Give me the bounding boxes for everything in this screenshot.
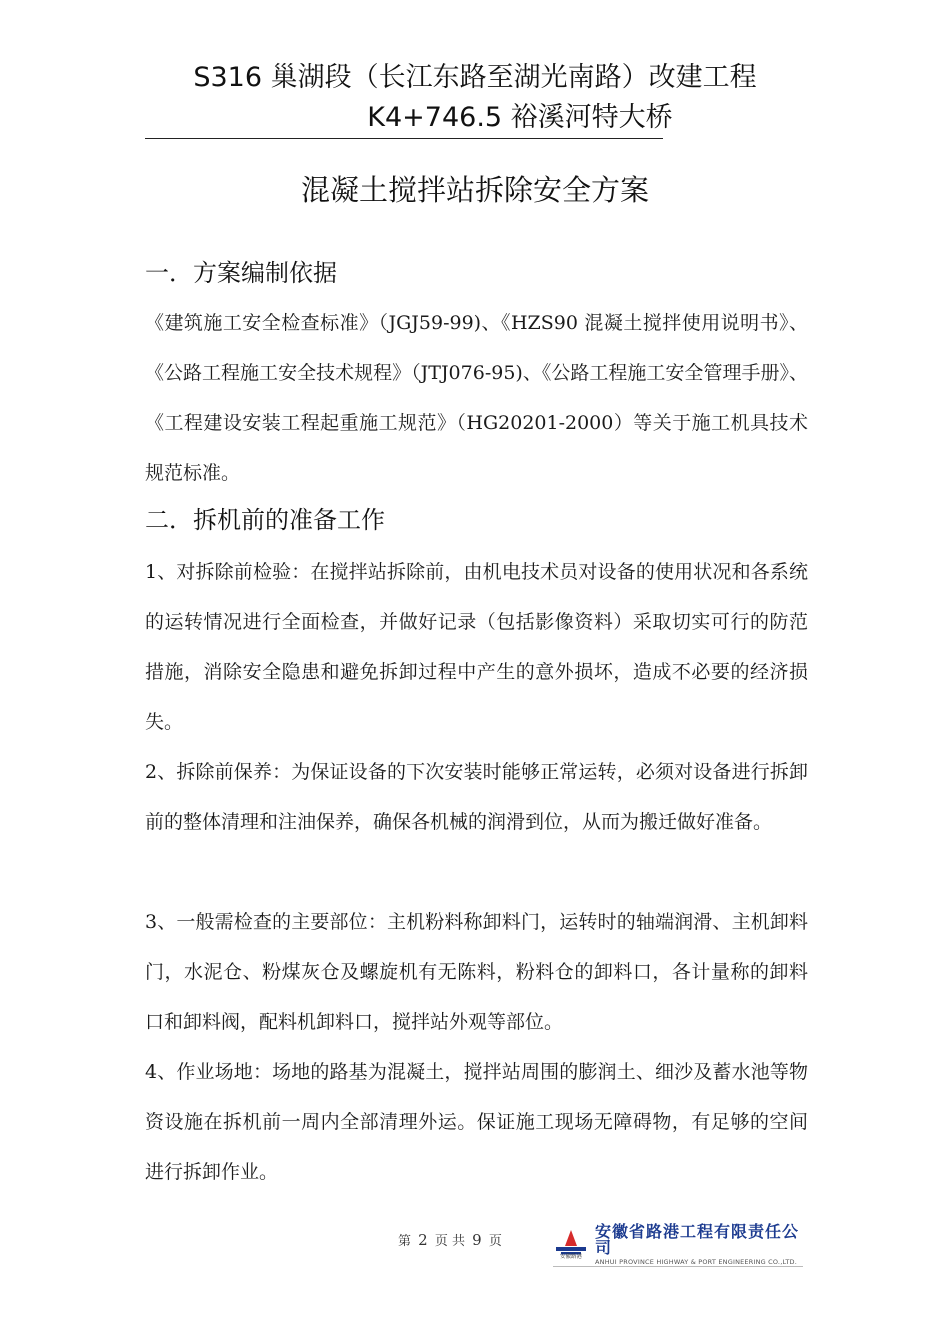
page-middle: 页 共 (434, 1234, 465, 1249)
project-name-line1: S316 巢湖段（长江东路至湖光南路）改建工程 (193, 62, 757, 93)
company-emblem-icon (553, 1227, 589, 1263)
paragraph-work-site: 4、作业场地：场地的路基为混凝土，搅拌站周围的膨润土、细沙及蓄水池等物资设施在拆机前一周内全部清理外运。保证施工现场无障碍物，有足够的空间进行拆卸作业。 (145, 1061, 808, 1183)
page-number (398, 1230, 502, 1249)
page-prefix: 第 (398, 1234, 412, 1249)
document-title: 混凝土搅拌站拆除安全方案 (300, 173, 649, 207)
logo-badge-text: 安徽路港 (559, 1254, 582, 1260)
page-suffix: 页 (488, 1234, 502, 1249)
page-total: 9 (472, 1231, 482, 1249)
document-header (0, 58, 950, 138)
header-divider (145, 138, 663, 139)
page-footer (0, 1224, 950, 1284)
company-logo (553, 1224, 803, 1267)
paragraph-inspection-points: 3、一般需检查的主要部位：主机粉料称卸料门，运转时的轴端润滑、主机卸料门，水泥仓、粉煤灰仓及螺旋机有无陈料，粉料仓的卸料口，各计量称的卸料口和卸料阀，配料机卸料口，搅拌站外观等部位。 (145, 911, 808, 1033)
paragraph-basis: 《建筑施工安全检查标准》（JGJ59-99)、《HZS90 混凝土搅拌使用说明书》、《公路工程施工安全技术规程》（JTJ076-95)、《公路工程施工安全管理手册》、《工程建设安装工程起重施工规范》（HG20201-2000）等关于施工机具技术规范标准。 (145, 312, 808, 484)
project-name-line2: K4+746.5 裕溪河特大桥 (367, 102, 673, 133)
company-name-en: ANHUI PROVINCE HIGHWAY & PORT ENGINEERING CO.,LTD. (595, 1258, 798, 1267)
section-heading-basis: 一．方案编制依据 (145, 259, 337, 287)
page-current: 2 (418, 1231, 428, 1249)
paragraph-inspection: 1、对拆除前检验：在搅拌站拆除前，由机电技术员对设备的使用状况和各系统的运转情况进行全面检查，并做好记录（包括影像资料）采取切实可行的防范措施，消除安全隐患和避免拆卸过程中产生的意外损坏，造成不必要的经济损失。 (145, 561, 808, 733)
paragraph-maintenance: 2、拆除前保养：为保证设备的下次安装时能够正常运转，必须对设备进行拆卸前的整体清理和注油保养，确保各机械的润滑到位，从而为搬迁做好准备。 (145, 761, 808, 833)
company-name-cn: 安徽省路港工程有限责任公司 (595, 1222, 800, 1258)
section-heading-preparation: 二．拆机前的准备工作 (145, 506, 385, 534)
